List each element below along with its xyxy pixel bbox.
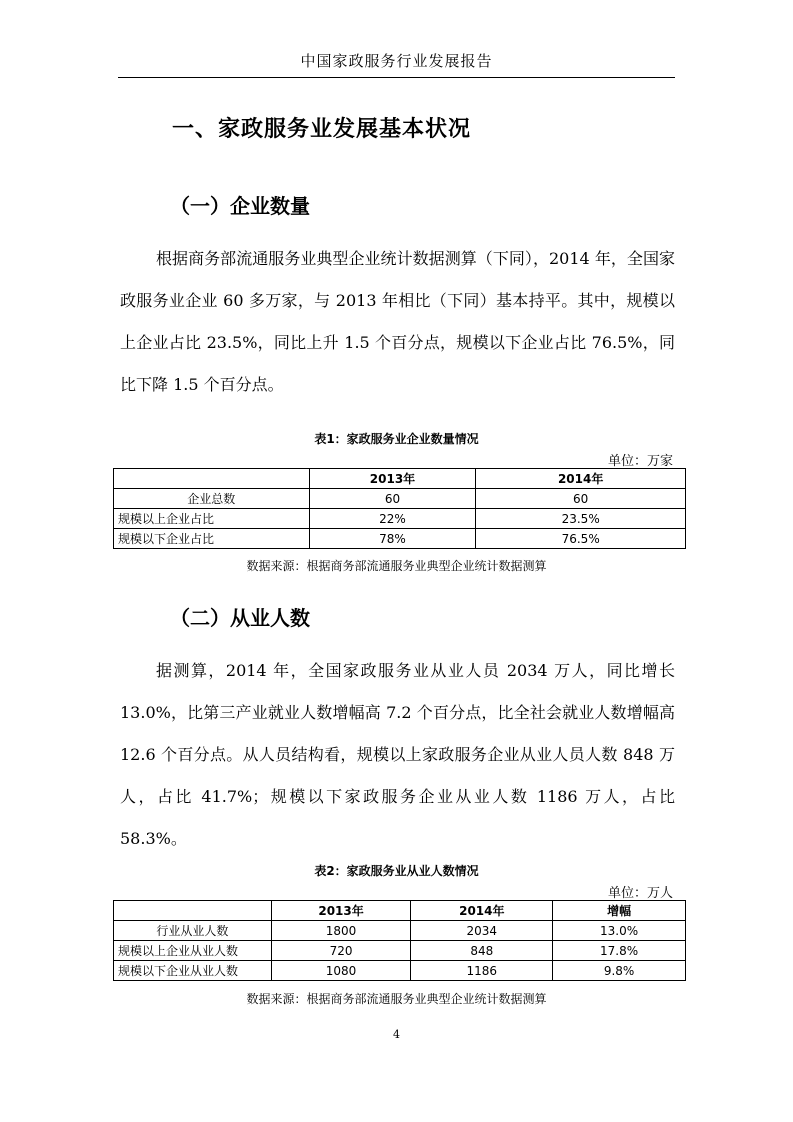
table-cell: 9.8% bbox=[553, 961, 686, 981]
table-cell: 23.5% bbox=[476, 509, 686, 529]
paragraph-2: 据测算，2014 年，全国家政服务业从业人员 2034 万人，同比增长 13.0%，比第三产业就业人数增幅高 7.2 个百分点，比全社会就业人数增幅高 12.6 个百分点。从人员结构看，规模以上家政服务企业从业人员人数 848 万人，占比 41.7%；规模以下家政服务企业从业人数 1186 万人，占比 58.3%。 bbox=[120, 661, 675, 848]
table1-source: 数据来源：根据商务部流通服务业典型企业统计数据测算 bbox=[246, 559, 547, 573]
page-number: 4 bbox=[393, 1028, 400, 1041]
table1-unit: 单位：万家 bbox=[607, 454, 673, 469]
table-cell: 720 bbox=[271, 941, 411, 961]
table-cell: 规模以下企业从业人数 bbox=[114, 961, 272, 981]
table-header-cell: 2014年 bbox=[476, 469, 686, 489]
table-row bbox=[114, 961, 686, 981]
table-header-cell bbox=[114, 469, 310, 489]
subsection-title-1: （一）企业数量 bbox=[170, 194, 310, 218]
table-cell: 1186 bbox=[411, 961, 553, 981]
table-cell: 848 bbox=[411, 941, 553, 961]
table-cell: 60 bbox=[309, 489, 476, 509]
table-cell: 13.0% bbox=[553, 921, 686, 941]
table-row bbox=[114, 529, 686, 549]
table-cell: 行业从业人数 bbox=[114, 921, 272, 941]
table-header-cell: 2014年 bbox=[411, 901, 553, 921]
table-cell: 76.5% bbox=[476, 529, 686, 549]
table-header-cell: 2013年 bbox=[309, 469, 476, 489]
page-header: 中国家政服务行业发展报告 bbox=[300, 52, 493, 70]
table-row bbox=[114, 941, 686, 961]
section-title: 一、家政服务业发展基本状况 bbox=[172, 117, 472, 142]
subsection-title-2: （二）从业人数 bbox=[170, 606, 310, 630]
table-row bbox=[114, 489, 686, 509]
table-cell: 规模以上企业从业人数 bbox=[114, 941, 272, 961]
table2-unit: 单位：万人 bbox=[607, 886, 673, 901]
table-cell: 60 bbox=[476, 489, 686, 509]
table-cell: 17.8% bbox=[553, 941, 686, 961]
header-rule bbox=[118, 77, 675, 78]
table-header-cell: 增幅 bbox=[553, 901, 686, 921]
table-cell: 22% bbox=[309, 509, 476, 529]
table-row bbox=[114, 509, 686, 529]
table1 bbox=[113, 468, 686, 549]
table1-header-row bbox=[114, 469, 686, 489]
table-cell: 78% bbox=[309, 529, 476, 549]
table-cell: 规模以下企业占比 bbox=[114, 529, 310, 549]
table-header-cell bbox=[114, 901, 272, 921]
table-cell: 1080 bbox=[271, 961, 411, 981]
paragraph-1: 根据商务部流通服务业典型企业统计数据测算（下同），2014 年，全国家政服务业企业 60 多万家，与 2013 年相比（下同）基本持平。其中，规模以上企业占比 23.5%，同比上升 1.5 个百分点，规模以下企业占比 76.5%，同比下降 1.5 个百分点。 bbox=[120, 249, 675, 394]
table-cell: 2034 bbox=[411, 921, 553, 941]
table2-caption: 表2：家政服务业从业人数情况 bbox=[314, 864, 479, 878]
table1-caption: 表1：家政服务业企业数量情况 bbox=[314, 432, 479, 446]
table-cell: 企业总数 bbox=[114, 489, 310, 509]
table-cell: 规模以上企业占比 bbox=[114, 509, 310, 529]
table-cell: 1800 bbox=[271, 921, 411, 941]
table2-source: 数据来源：根据商务部流通服务业典型企业统计数据测算 bbox=[246, 992, 547, 1006]
table-row bbox=[114, 921, 686, 941]
table2-header-row bbox=[114, 901, 686, 921]
table2 bbox=[113, 900, 686, 981]
table-header-cell: 2013年 bbox=[271, 901, 411, 921]
